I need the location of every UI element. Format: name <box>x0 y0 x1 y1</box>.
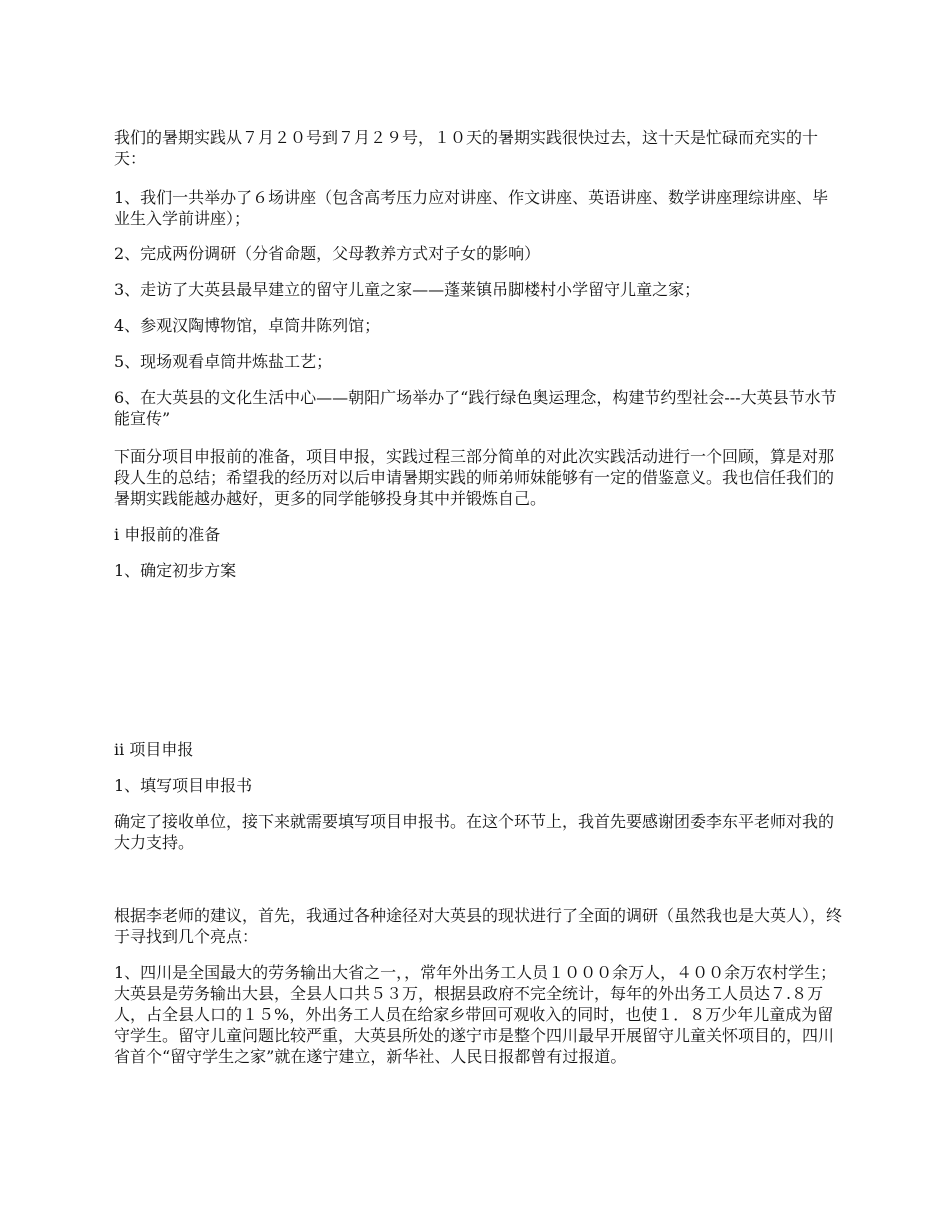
subheading-fill-application: 1、填写项目申报书 <box>114 776 253 795</box>
list-item-surveys: 2、完成两份调研（分省命题，父母教养方式对子女的影响） <box>114 244 541 263</box>
list-item-museum-visit: 4、参观汉陶博物馆，卓筒井陈列馆； <box>114 316 381 335</box>
highlight-paragraph: 1、四川是全国最大的劳务输出大省之一，，常年外出务工人员１０００余万人，４００余万农村学生；大英县是劳务输出大县，全县人口共５３万，根据县政府不完全统计，每年的外出务工人员达７.８万人，占全县人口的１５%，外出务工人员在给家乡带回可观收入的同时，也使１．８万少年儿童成为留守学生。留守儿童问题比较严重，大英县所处的遂宁市是整个四川最早开展留守儿童关怀项目的，四川省首个“留守学生之家”就在遂宁建立，新华社、人民日报都曾有过报道。 <box>114 963 837 1066</box>
summary-paragraph: 下面分项目申报前的准备，项目申报，实践过程三部分简单的对此次实践活动进行一个回顾，算是对那段人生的总结；希望我的经历对以后申请暑期实践的师弟师妹能够有一定的借鉴意义。我也信任我们的暑期实践能越办越好，更多的同学能够投身其中并锻炼自己。 <box>114 447 835 508</box>
section-heading-preparation: i 申报前的准备 <box>114 525 221 544</box>
list-item-salt-craft: 5、现场观看卓筒井炼盐工艺； <box>114 352 333 371</box>
list-item-lectures: 1、我们一共举办了６场讲座（包含高考压力应对讲座、作文讲座、英语讲座、数学讲座理综讲座、毕业生入学前讲座）； <box>114 188 829 228</box>
section-heading-application: ii 项目申报 <box>114 740 194 759</box>
list-item-publicity-event: 6、在大英县的文化生活中心——朝阳广场举办了“践行绿色奥运理念，构建节约型社会---大英县节水节能宣传” <box>114 388 837 428</box>
intro-paragraph: 我们的暑期实践从７月２０号到７月２９号，１０天的暑期实践很快过去，这十天是忙碌而充实的十天： <box>114 128 819 168</box>
application-paragraph: 确定了接收单位，接下来就需要填写项目申报书。在这个环节上，我首先要感谢团委李东平老师对我的大力支持。 <box>114 812 835 852</box>
subheading-initial-plan: 1、确定初步方案 <box>114 561 237 580</box>
list-item-visit-children-home: 3、走访了大英县最早建立的留守儿童之家——蓬莱镇吊脚楼村小学留守儿童之家； <box>114 280 701 299</box>
research-paragraph: 根据李老师的建议，首先，我通过各种途径对大英县的现状进行了全面的调研（虽然我也是大英人），终于寻找到几个亮点： <box>114 906 843 946</box>
